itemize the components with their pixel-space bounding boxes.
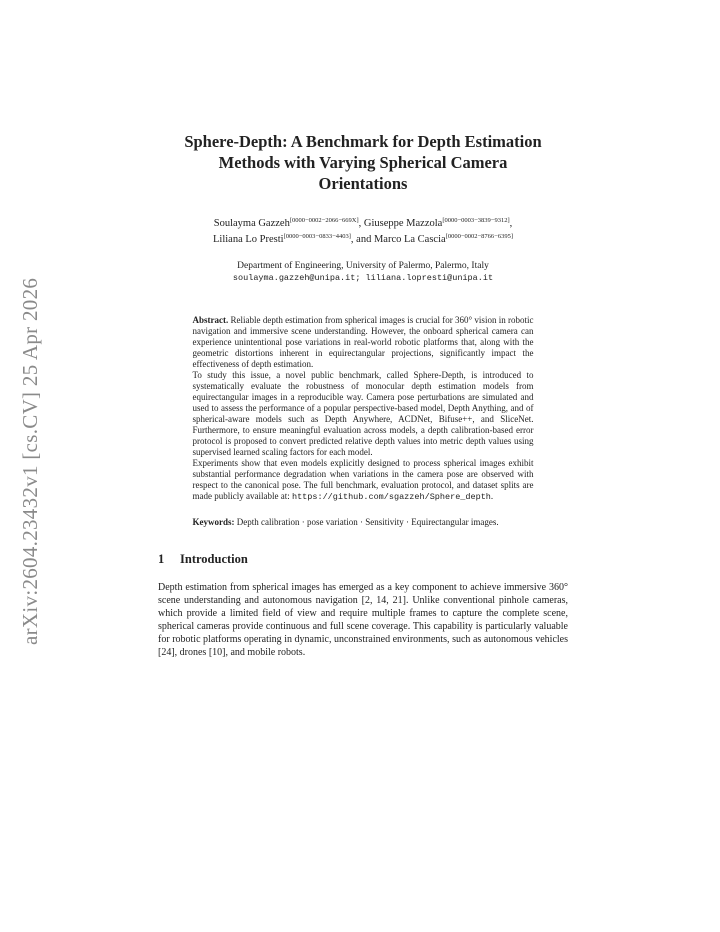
affiliation-block	[158, 260, 568, 284]
abstract-paragraph: To study this issue, a novel public benchmark, called Sphere-Depth, is introduced to systematically evaluate the robustness of monocular depth estimation models from equirectangular images in a reproducible way. Camera pose perturbations are simulated and used to assess the performance of a popular perspective-based model, Depth Anything, and of spherical-aware models such as Depth Anywhere, ACDNet, Bifuse++, and SliceNet. Furthermore, to ensure meaningful evaluation across models, a depth calibration-based error protocol is proposed to convert predicted relative depth values into metric depth values using supervised learned scaling factors for each model.	[192, 370, 534, 457]
author-name: Marco La Cascia	[373, 234, 446, 245]
abstract-paragraph: Experiments show that even models explicitly designed to process spherical images exhibit substantial performance degradation when variations in the camera pose are observed with respect to the canonical pose. The full benchmark, evaluation protocol, and dataset splits are made publicly available at:	[192, 458, 534, 501]
author-name: Giuseppe Mazzola	[363, 218, 443, 229]
author-emails[interactable]: soulayma.gazzeh@unipa.it; liliana.lopresti@unipa.it	[232, 273, 494, 283]
repo-link[interactable]: https://github.com/sgazzeh/Sphere_depth	[291, 492, 491, 502]
author-name: Soulayma Gazzeh	[213, 218, 290, 229]
arxiv-stamp: arXiv:2604.23432v1 [cs.CV] 25 Apr 2026	[18, 277, 42, 645]
section-heading	[158, 552, 568, 567]
intro-paragraph: Depth estimation from spherical images has emerged as a key component to achieve immersive 360° scene understanding and autonomous navigation [2, 14, 21]. Unlike conventional pinhole cameras, which provide a limited field of view and require multiple frames to capture the complete scene, spherical cameras provide continuous and full scene coverage. This capability is particularly valuable for robotic platforms operating in dynamic, unconstrained environments, such as autonomous vehicles [24], drones [10], and mobile robots.	[158, 582, 568, 658]
abstract: Abstract. Reliable depth estimation from spherical images is crucial for 360° vision in robotic navigation and immersive scene understanding. However, the onboard spherical camera can experience unintentional pose variations in real-world robotic platforms that, along with the geometric distortions inherent in equirectangular projections, significantly impact the effectiveness of depth estimation. To study this issue, a novel public benchmark, called Sphere-Depth, is introduced to systematically evaluate the robustness of monocular depth estimation models from equirectangular images in a reproducible way. Camera pose perturbations are simulated and used to assess the performance of a popular perspective-based model, Depth Anything, and of spherical-aware models such as Depth Anywhere, ACDNet, Bifuse++, and SliceNet. Furthermore, to ensure meaningful evaluation across models, a depth calibration-based error protocol is proposed to convert predicted relative depth values into metric depth values using supervised learned scaling factors for each model. Experiments show that even models explicitly designed to process spherical images exhibit substantial performance degradation when variations in the camera pose are observed with respect to the canonical pose. The full benchmark, evaluation protocol, and dataset splits are made publicly available at: https://github.com/sgazzeh/Sphere_depth.	[192, 315, 534, 502]
keywords-text: Depth calibration · pose variation · Sensitivity · Equirectangular images.	[236, 517, 499, 527]
author-orcid[interactable]: [0000−0002−8766−6395]	[445, 233, 513, 240]
section-number: 1	[158, 552, 165, 566]
paper-page	[158, 131, 568, 659]
author-orcid[interactable]: [0000−0003−0833−4403]	[283, 233, 351, 240]
author-orcid[interactable]: [0000−0003−3839−9312]	[442, 217, 510, 224]
abstract-paragraph: Reliable depth estimation from spherical images is crucial for 360° vision in robotic navigation and immersive scene understanding. However, the onboard spherical camera can experience unintentional pose variations in real-world robotic platforms that, along with the geometric distortions inherent in equirectangular projections, significantly impact the effectiveness of depth estimation.	[192, 315, 534, 369]
paper-title: Sphere-Depth: A Benchmark for Depth Estimation Methods with Varying Spherical Camera Orientations	[184, 132, 542, 193]
keywords	[193, 517, 534, 528]
abstract-label: Abstract.	[192, 315, 229, 325]
author-list: Soulayma Gazzeh[0000−0002−2066−669X], Giuseppe Mazzola[0000−0003−3839−9312], Liliana Lo Presti[0000−0003−0833−4403], and Marco La Cascia[0000−0002−8766−6395]	[213, 217, 513, 245]
author-orcid[interactable]: [0000−0002−2066−669X]	[289, 217, 359, 224]
section-title: Introduction	[180, 552, 248, 566]
author-name: Liliana Lo Presti	[213, 234, 284, 245]
keywords-label: Keywords:	[192, 517, 235, 527]
affiliation: Department of Engineering, University of Palermo, Palermo, Italy	[237, 261, 489, 271]
